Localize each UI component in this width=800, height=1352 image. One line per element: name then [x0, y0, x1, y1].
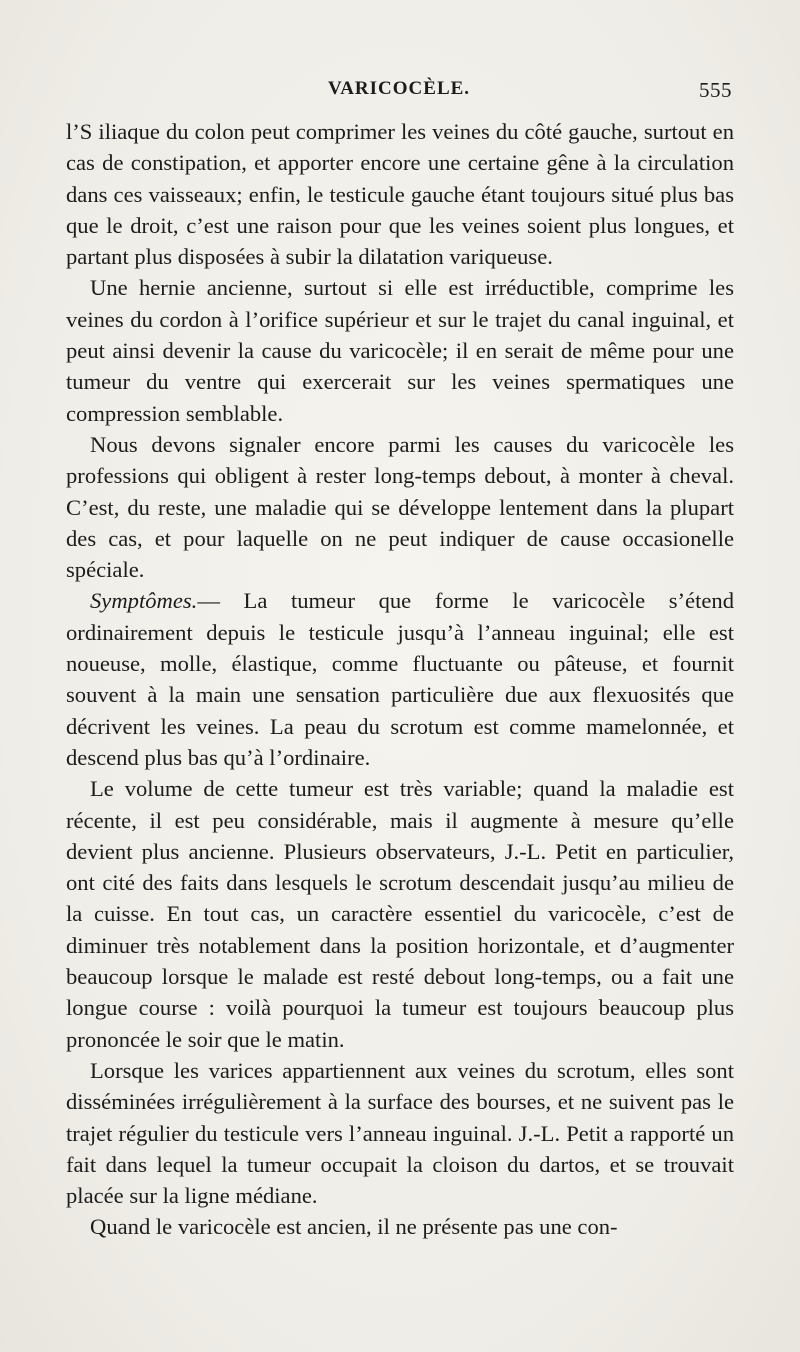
- page-header: [66, 78, 732, 108]
- paragraph-7: Quand le varicocèle est ancien, il ne présente pas une con-: [90, 1214, 618, 1240]
- running-head: VARICOCÈLE.: [327, 78, 471, 99]
- paragraph-3: Nous devons signaler encore parmi les causes du varicocèle les professions qui obligent à rester long-temps debout, à monter à cheval. C’est, du reste, une maladie qui se développe lentement dans la plupart des cas, et pour laquelle on ne peut indiquer de cause occasionelle spéciale.: [66, 431, 734, 583]
- page-number: 555: [699, 78, 732, 102]
- paragraph-2: Une hernie ancienne, surtout si elle est irréductible, comprime les veines du cordon à l’orifice supérieur et sur le trajet du canal inguinal, et peut ainsi devenir la cause du varicocèle; il en serait de même pour une tumeur du ventre qui exercerait sur les veines spermatiques une compression semblable.: [66, 275, 734, 426]
- paragraph-4-text: — La tumeur que forme le varicocèle s’étend ordinairement depuis le testicule jusqu’à l’anneau inguinal; elle est noueuse, molle, élastique, comme fluctuante ou pâteuse, et fournit souvent à la main une sensation particulière due aux flexuosités que décrivent les veines. La peau du scrotum est comme mamelonnée, et descend plus bas qu’à l’ordinaire.: [66, 588, 734, 770]
- body-text: [66, 116, 734, 1243]
- section-lead-symptomes: Symptômes.: [90, 588, 198, 614]
- paragraph-4: [66, 585, 734, 773]
- paragraph-5: Le volume de cette tumeur est très variable; quand la maladie est récente, il est peu considérable, mais il augmente à mesure qu’elle devient plus ancienne. Plusieurs observateurs, J.-L. Petit en particulier, ont cité des faits dans lesquels le scrotum descendait jusqu’au milieu de la cuisse. En tout cas, un caractère essentiel du varicocèle, c’est de diminuer très notablement dans la position horizontale, et d’augmenter beaucoup lorsque le malade est resté debout long-temps, ou a fait une longue course : voilà pourquoi la tumeur est toujours beaucoup plus prononcée le soir que le matin.: [66, 776, 734, 1052]
- paragraph-1: l’S iliaque du colon peut comprimer les veines du côté gauche, surtout en cas de constipation, et apporter encore une certaine gêne à la circulation dans ces vaisseaux; enfin, le testicule gauche étant toujours situé plus bas que le droit, c’est une raison pour que les veines soient plus longues, et partant plus disposées à subir la dilatation variqueuse.: [66, 119, 734, 270]
- paragraph-6: Lorsque les varices appartiennent aux veines du scrotum, elles sont disséminées irrégulièrement à la surface des bourses, et ne suivent pas le trajet régulier du testicule vers l’anneau inguinal. J.-L. Petit a rapporté un fait dans lequel la tumeur occupait la cloison du dartos, et se trouvait placée sur la ligne médiane.: [66, 1057, 734, 1209]
